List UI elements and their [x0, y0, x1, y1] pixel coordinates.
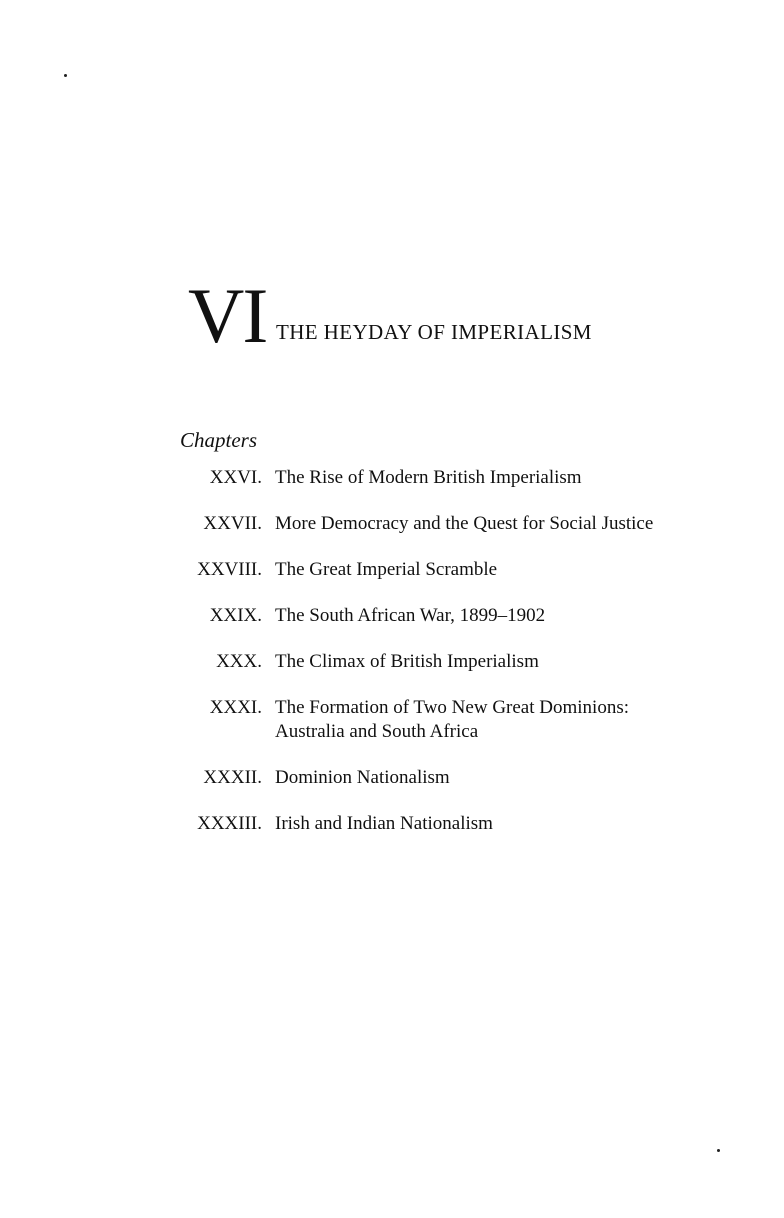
- chapter-number: XXIX.: [209, 605, 262, 626]
- print-speck: [717, 1149, 720, 1152]
- chapter-number: XXXII.: [203, 767, 262, 788]
- chapter-title: The Rise of Modern British Imperialism: [275, 467, 582, 488]
- chapter-number: XXVI.: [209, 467, 262, 488]
- chapter-entry: [150, 812, 710, 836]
- part-title: THE HEYDAY OF IMPERIALISM: [276, 320, 592, 344]
- chapter-entry: [150, 466, 710, 490]
- chapter-entry: [150, 604, 710, 628]
- chapter-number: XXVII.: [203, 513, 262, 534]
- chapter-title: More Democracy and the Quest for Social Justice: [275, 513, 654, 534]
- chapter-entry: [150, 512, 710, 536]
- chapter-title: Irish and Indian Nationalism: [275, 813, 493, 834]
- chapter-title: The South African War, 1899–1902: [275, 605, 546, 626]
- chapter-number: XXXIII.: [197, 813, 262, 834]
- chapter-entry: [150, 696, 710, 744]
- chapter-title: The Formation of Two New Great Dominions: Australia and South Africa: [275, 697, 629, 742]
- chapter-title: The Great Imperial Scramble: [275, 559, 498, 580]
- chapter-entry: [150, 650, 710, 674]
- chapter-number: XXVIII.: [197, 559, 262, 580]
- chapter-list: [150, 466, 710, 858]
- chapter-number: XXX.: [216, 651, 262, 672]
- chapter-title: The Climax of British Imperialism: [275, 651, 539, 672]
- part-number: VI: [188, 272, 267, 359]
- chapter-entry: [150, 558, 710, 582]
- chapter-entry: [150, 766, 710, 790]
- chapter-title: Dominion Nationalism: [275, 767, 450, 788]
- chapter-number: XXXI.: [209, 697, 262, 718]
- chapters-label: Chapters: [180, 428, 258, 452]
- print-speck: [64, 74, 67, 77]
